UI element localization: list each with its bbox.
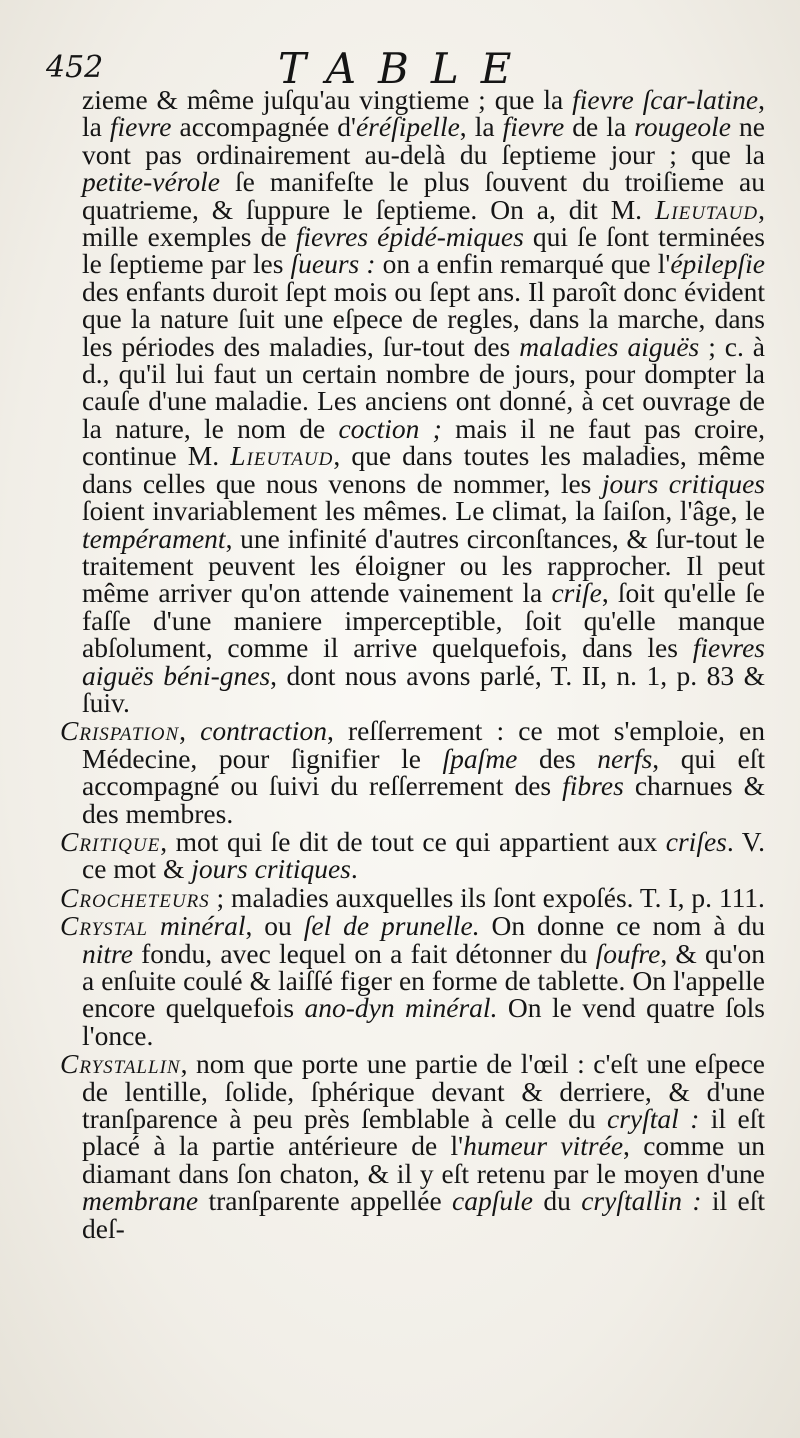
italic-term: tempérament bbox=[82, 522, 226, 554]
italic-term: fievres épidé-miques bbox=[295, 221, 524, 253]
small-caps-term: Crispation bbox=[60, 715, 180, 747]
italic-term: minéral bbox=[148, 910, 246, 942]
italic-term: nitre bbox=[82, 937, 133, 969]
italic-term: contraction bbox=[200, 715, 327, 747]
small-caps-term: Critique bbox=[60, 825, 161, 857]
italic-term: nerfs bbox=[597, 742, 653, 774]
italic-term: criſes bbox=[665, 825, 727, 857]
italic-term: maladies aiguës bbox=[519, 330, 700, 362]
text-run: , ſoit qu'elle ſe faſſe d'une maniere imperceptible, ſoit qu'elle manque abſolument, comme il arrive quelquefois, dans les bbox=[82, 577, 765, 664]
text-run: , & qu'on a enſuite coulé & laiſſé figer en forme de tablette. On l'appelle encore quelquefois bbox=[82, 937, 765, 1024]
text-run: tranſparente appellée bbox=[198, 1185, 453, 1217]
italic-term: ano-dyn minéral. bbox=[304, 992, 498, 1024]
index-entry bbox=[60, 1050, 765, 1242]
italic-term: épilepſie bbox=[670, 248, 765, 280]
text-run: accompagnée d' bbox=[171, 111, 356, 143]
italic-term: membrane bbox=[82, 1185, 199, 1217]
small-caps-term: Lieutaud bbox=[654, 193, 759, 225]
text-run: il eſt placé à la partie antérieure de l' bbox=[82, 1103, 765, 1162]
italic-term: cryſtal : bbox=[607, 1103, 700, 1135]
small-caps-term: Crocheteurs bbox=[60, 881, 210, 913]
text-run: , que dans toutes les maladies, même dans celles que nous venons de nommer, les bbox=[82, 440, 765, 499]
text-run: il eſt deſ- bbox=[82, 1185, 765, 1244]
italic-term: fievre bbox=[502, 111, 565, 143]
text-run: , dont nous avons parlé, T. II, n. 1, p. 83 & ſuiv. bbox=[82, 659, 765, 718]
text-run: de la bbox=[564, 111, 635, 143]
italic-term: éréſipelle bbox=[355, 111, 460, 143]
page-title: TABLE bbox=[278, 44, 534, 93]
text-run: , reſſerrement : ce mot s'emploie, en Médecine, pour ſignifier le bbox=[82, 715, 765, 774]
italic-term: humeur vitrée bbox=[463, 1130, 624, 1162]
italic-term: ſueurs : bbox=[290, 248, 376, 280]
italic-term: ſel de prunelle. bbox=[303, 910, 480, 942]
text-run: des bbox=[517, 742, 598, 774]
text-run: ſe manifeſte le plus ſouvent du troiſieme au quatrieme, & ſuppure le ſeptieme. On a, dit M. bbox=[82, 166, 765, 225]
text-run: , une infinité d'autres circonſtances, & ſur-tout le traitement peuvent les éloigner ou les rapprocher. Il peut même arriver qu'on attende vainement la bbox=[82, 522, 765, 609]
text-run: . bbox=[350, 853, 358, 885]
italic-term: fievre ſcar-latine bbox=[572, 84, 759, 115]
text-run: , nom que porte une partie de l'œil : c'eſt une eſpece de lentille, ſolide, ſphérique devant & derriere, & d'une tranſparence à peu près ſemblable à celle du bbox=[82, 1048, 765, 1135]
italic-term: criſe bbox=[551, 577, 602, 609]
index-entry bbox=[60, 881, 765, 913]
italic-term: coction ; bbox=[338, 412, 442, 444]
index-entries bbox=[60, 717, 765, 1242]
continued-paragraph bbox=[60, 86, 765, 716]
text-run: , la bbox=[459, 111, 503, 143]
text-run: charnues & des membres. bbox=[82, 770, 765, 829]
text-run: des enfants duroit ſept mois ou ſept ans. Il paroît donc évident que la nature ſuit une eſpece de regles, dans la marche, dans les périodes des maladies, ſur-tout des bbox=[82, 275, 765, 362]
index-entry bbox=[60, 717, 765, 827]
text-run: , ou bbox=[245, 910, 304, 942]
text-run: du bbox=[533, 1185, 582, 1217]
italic-term: capſule bbox=[452, 1185, 533, 1217]
text-run: qui ſe ſont terminées le ſeptieme par les bbox=[82, 221, 765, 280]
italic-term: ſpaſme bbox=[442, 742, 518, 774]
text-run: mais il ne faut pas croire, continue M. bbox=[82, 412, 765, 472]
text-run: , mille exemples de bbox=[82, 193, 765, 253]
text-run: fondu, avec lequel on a fait détonner du bbox=[132, 937, 596, 969]
text-run: On le vend quatre ſols l'once. bbox=[82, 992, 766, 1051]
text-run: , qui eſt accompagné ou ſuivi du reſſerrement des bbox=[82, 742, 765, 802]
text-run: on a enfin remarqué que l' bbox=[375, 248, 671, 280]
page-number: 452 bbox=[46, 50, 104, 85]
page-body bbox=[60, 86, 765, 1242]
italic-term: cryſtallin : bbox=[581, 1185, 702, 1217]
italic-term: rougeole bbox=[634, 111, 731, 143]
italic-term: jours critiques bbox=[601, 467, 766, 499]
italic-term: petite-vérole bbox=[82, 166, 220, 198]
italic-term: fievre bbox=[109, 111, 172, 143]
small-caps-term: Lieutaud bbox=[230, 440, 334, 472]
text-run: On donne ce nom à du bbox=[479, 910, 765, 942]
text-run: , comme un diamant dans ſon chaton, & il y eſt retenu par le moyen d'une bbox=[82, 1130, 765, 1189]
text-run: . V. ce mot & bbox=[82, 825, 765, 885]
text-run: ne vont pas ordinairement au-delà du ſeptieme jour ; que la bbox=[82, 111, 765, 170]
italic-term: fievres aiguës béni-gnes bbox=[82, 632, 765, 691]
text-run: ; maladies auxquelles ils ſont expoſés. T. I, p. 111. bbox=[209, 881, 765, 913]
text-run: ſoient invariablement les mêmes. Le climat, la ſaiſon, l'âge, le bbox=[82, 495, 765, 527]
italic-term: fibres bbox=[562, 770, 624, 802]
small-caps-term: Crystal bbox=[60, 910, 149, 942]
italic-term: ſoufre bbox=[595, 937, 661, 969]
small-caps-term: Crystallin bbox=[60, 1048, 181, 1080]
text-run: ; c. à d., qu'il lui faut un certain nombre de jours, pour dompter la cauſe d'une maladie. Les anciens ont donné, à cet ouvrage de la nature, le nom de bbox=[82, 330, 765, 444]
index-entry bbox=[60, 825, 765, 885]
text-run: , bbox=[179, 715, 201, 747]
text-run: , la bbox=[82, 84, 765, 143]
text-run: , mot qui ſe dit de tout ce qui appartient aux bbox=[160, 825, 666, 857]
index-entry bbox=[60, 912, 765, 1049]
italic-term: jours critiques bbox=[191, 853, 351, 885]
text-run: zieme & même juſqu'au vingtieme ; que la bbox=[82, 84, 573, 115]
